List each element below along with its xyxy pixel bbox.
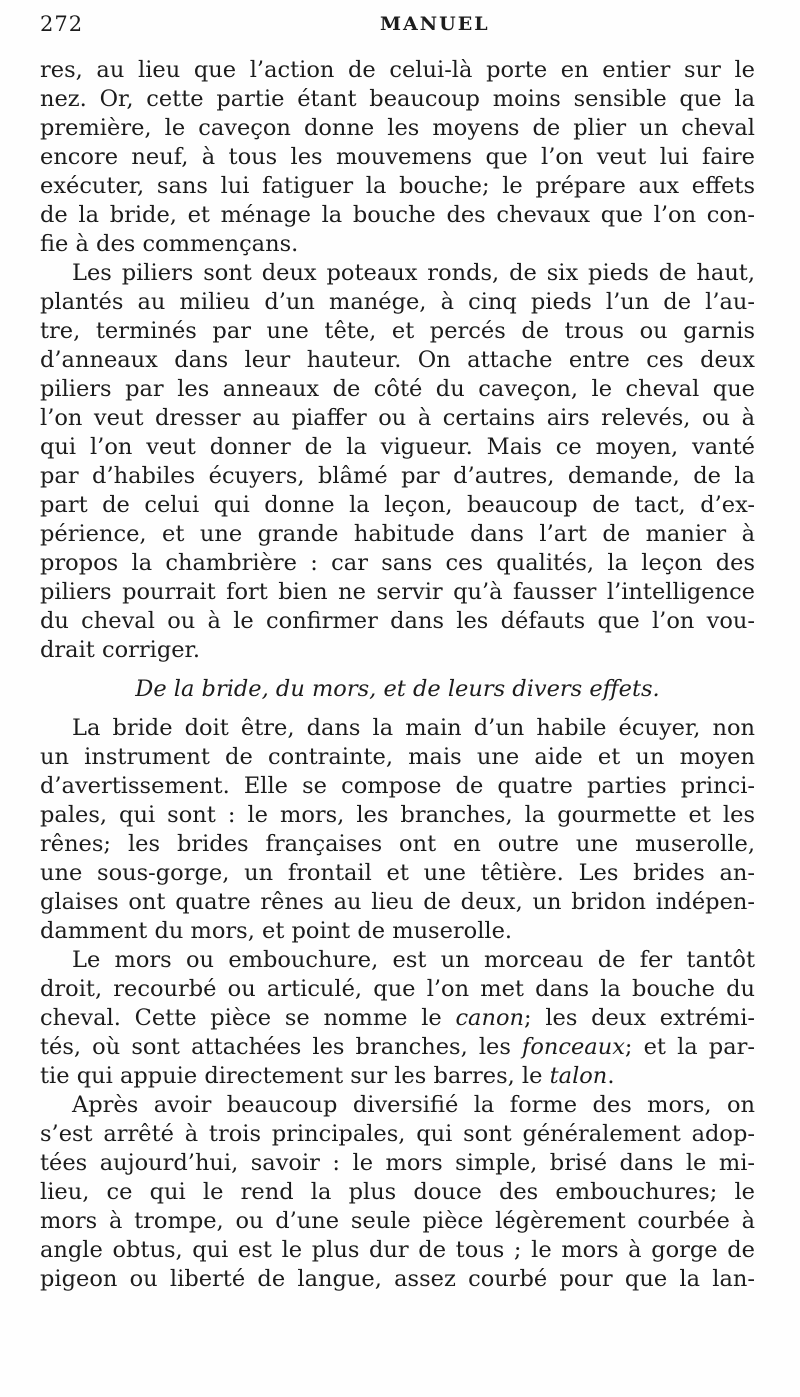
text-run: ; les deux extrémi- bbox=[524, 1005, 755, 1031]
text-run: . bbox=[607, 1063, 615, 1089]
text-line: l’on veut dresser au piaffer ou à certains airs relevés, ou à bbox=[40, 405, 755, 431]
text-run: ; et la par- bbox=[624, 1034, 755, 1060]
text-line: qui l’on veut donner de la vigueur. Mais ce moyen, vanté bbox=[40, 434, 755, 460]
italic-term: talon bbox=[549, 1063, 608, 1089]
text-line: d’avertissement. Elle se compose de quatre parties princi- bbox=[40, 773, 755, 799]
text-line: tre, terminés par une tête, et percés de trous ou garnis bbox=[40, 318, 755, 344]
text-line: part de celui qui donne la leçon, beaucoup de tact, d’ex- bbox=[40, 492, 755, 518]
text-line: plantés au milieu d’un manége, à cinq pieds l’un de l’au- bbox=[40, 289, 755, 315]
text-line bbox=[40, 1033, 755, 1062]
text-line bbox=[40, 1004, 755, 1033]
text-line: de la bride, et ménage la bouche des chevaux que l’on con- bbox=[40, 202, 755, 228]
text-line: angle obtus, qui est le plus dur de tous ; le mors à gorge de bbox=[40, 1237, 755, 1263]
text-line: piliers pourrait fort bien ne servir qu’à fausser l’intelligence bbox=[40, 579, 755, 605]
text-line: piliers par les anneaux de côté du caveçon, le cheval que bbox=[40, 376, 755, 402]
paragraph-piliers bbox=[40, 259, 755, 665]
text-line: res, au lieu que l’action de celui-là porte en entier sur le bbox=[40, 57, 755, 83]
text-line: encore neuf, à tous les mouvemens que l’on veut lui faire bbox=[40, 144, 755, 170]
text-line: glaises ont quatre rênes au lieu de deux, un bridon indépen- bbox=[40, 889, 755, 915]
text-line: s’est arrêté à trois principales, qui sont généralement adop- bbox=[40, 1121, 755, 1147]
text-line: lieu, ce qui le rend la plus douce des embouchures; le bbox=[40, 1179, 755, 1205]
text-line: Le mors ou embouchure, est un morceau de fer tantôt bbox=[72, 947, 755, 973]
text-line bbox=[40, 1062, 755, 1091]
italic-term: fonceaux bbox=[522, 1034, 625, 1060]
text-line: nez. Or, cette partie étant beaucoup moins sensible que la bbox=[40, 86, 755, 112]
text-line: drait corriger. bbox=[40, 637, 200, 663]
text-line: tées aujourd’hui, savoir : le mors simple, brisé dans le mi- bbox=[40, 1150, 755, 1176]
page-number: 272 bbox=[40, 12, 84, 36]
text-line: d’anneaux dans leur hauteur. On attache entre ces deux bbox=[40, 347, 755, 373]
paragraph-mors bbox=[40, 946, 755, 1091]
text-line: pigeon ou liberté de langue, assez courbé pour que la lan- bbox=[40, 1266, 755, 1292]
page-header bbox=[40, 12, 755, 42]
body-text bbox=[40, 56, 755, 1294]
paragraph-formes-mors bbox=[40, 1091, 755, 1294]
text-line: pales, qui sont : le mors, les branches, la gourmette et les bbox=[40, 802, 755, 828]
text-line: périence, et une grande habitude dans l’art de manier à bbox=[40, 521, 755, 547]
paragraph-bride bbox=[40, 714, 755, 946]
text-run: cheval. Cette pièce se nomme le bbox=[40, 1005, 456, 1031]
text-line: mors à trompe, ou d’une seule pièce légèrement courbée à bbox=[40, 1208, 755, 1234]
running-head: MANUEL bbox=[380, 13, 490, 35]
section-heading: De la bride, du mors, et de leurs divers effets. bbox=[135, 676, 660, 702]
text-line: du cheval ou à le confirmer dans les défauts que l’on vou- bbox=[40, 608, 755, 634]
paragraph-caveçon bbox=[40, 56, 755, 259]
text-run: tie qui appuie directement sur les barres, le bbox=[40, 1063, 550, 1089]
text-line: droit, recourbé ou articulé, que l’on met dans la bouche du bbox=[40, 976, 755, 1002]
text-line: première, le caveçon donne les moyens de plier un cheval bbox=[40, 115, 755, 141]
text-line: La bride doit être, dans la main d’un habile écuyer, non bbox=[72, 715, 755, 741]
text-line: Après avoir beaucoup diversifié la forme des mors, on bbox=[72, 1092, 755, 1118]
text-line: exécuter, sans lui fatiguer la bouche; le prépare aux effets bbox=[40, 173, 755, 199]
italic-term: canon bbox=[455, 1005, 524, 1031]
text-line: une sous-gorge, un frontail et une têtière. Les brides an- bbox=[40, 860, 755, 886]
text-line: propos la chambrière : car sans ces qualités, la leçon des bbox=[40, 550, 755, 576]
text-line: rênes; les brides françaises ont en outre une muserolle, bbox=[40, 831, 755, 857]
text-line: un instrument de contrainte, mais une aide et un moyen bbox=[40, 744, 755, 770]
text-line: damment du mors, et point de muserolle. bbox=[40, 918, 513, 944]
text-run: tés, où sont attachées les branches, les bbox=[40, 1034, 523, 1060]
text-line: fie à des commençans. bbox=[40, 231, 299, 257]
text-line: par d’habiles écuyers, blâmé par d’autres, demande, de la bbox=[40, 463, 755, 489]
text-line: Les piliers sont deux poteaux ronds, de six pieds de haut, bbox=[72, 260, 755, 286]
